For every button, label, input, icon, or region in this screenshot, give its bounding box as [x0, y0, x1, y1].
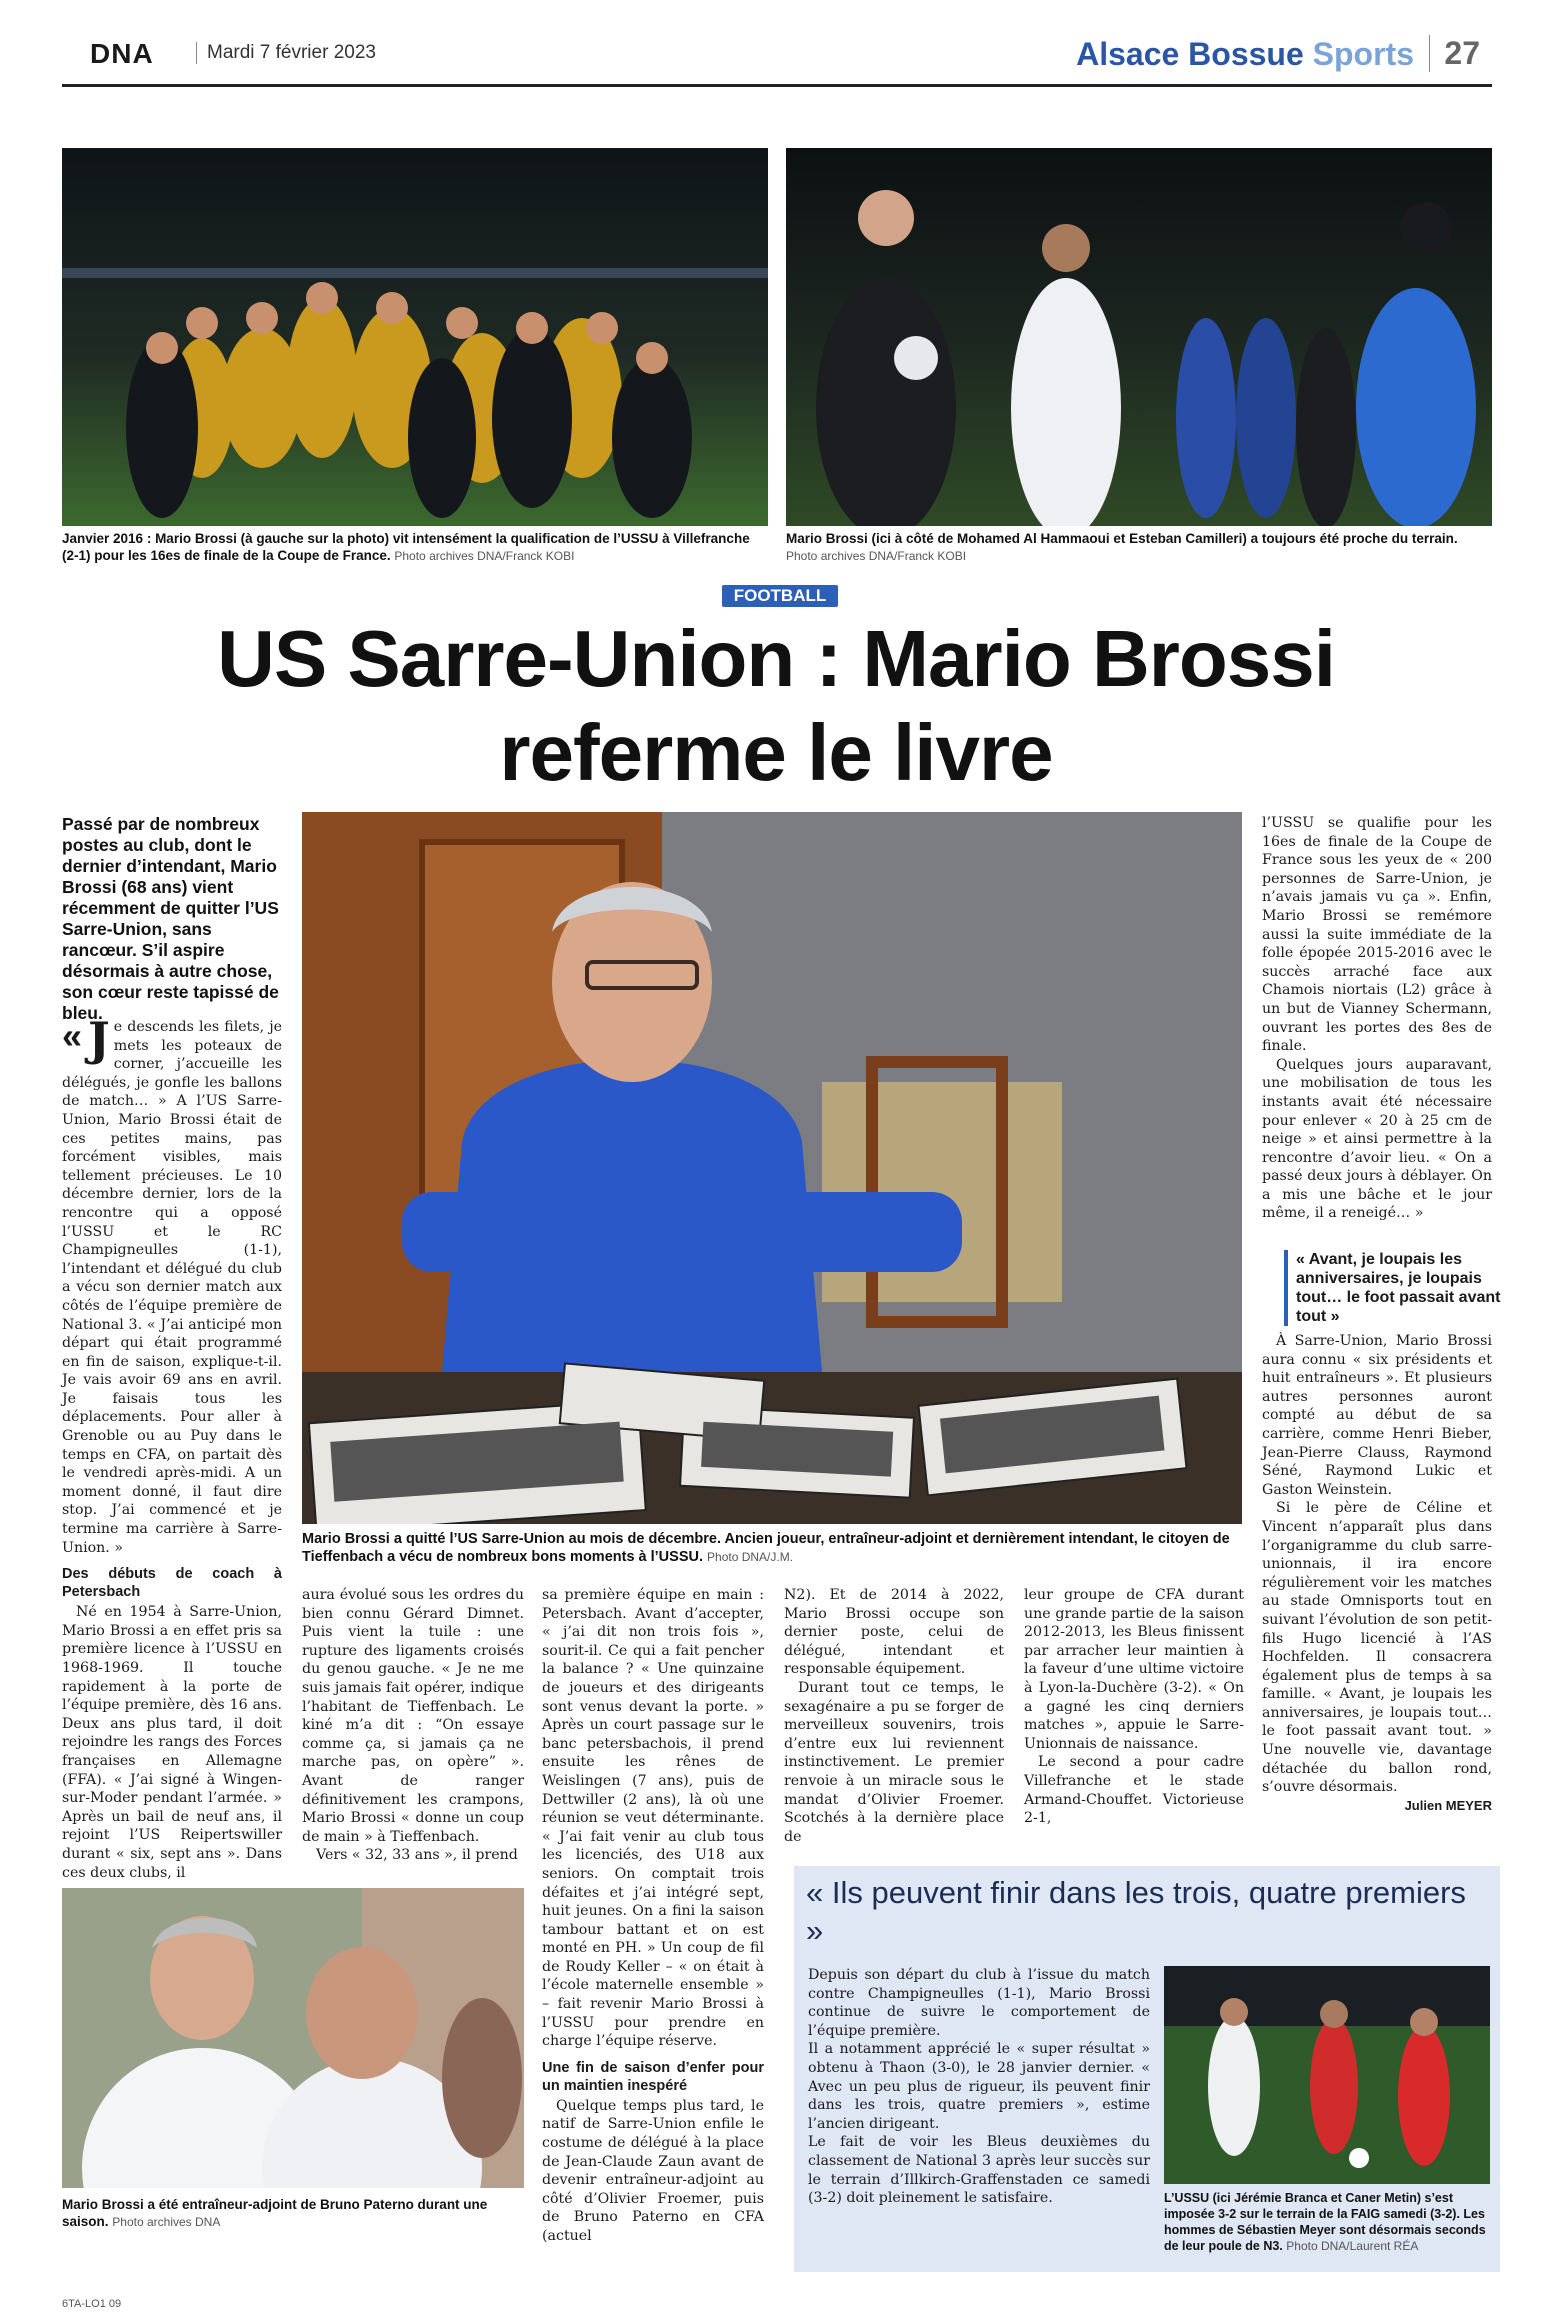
subheading-petersbach: Des débuts de coach à Petersbach	[62, 1566, 282, 1601]
drop-cap: J	[88, 1012, 110, 1066]
issue-date: Mardi 7 février 2023	[196, 42, 376, 64]
title-line-1: US Sarre-Union : Mario Brossi	[217, 614, 1335, 703]
section-title	[1076, 36, 1414, 73]
photo-caption-match	[1164, 2190, 1490, 2254]
photo-credit: Photo archives DNA	[112, 2215, 221, 2229]
subheading-fin-de-saison: Une fin de saison d’enfer pour un maintien inespéré	[542, 2059, 764, 2094]
photo-mario-portrait	[302, 812, 1242, 1524]
caption-text: Mario Brossi (ici à côté de Mohamed Al Hammaoui et Esteban Camilleri) a toujours été proche du terrain.	[786, 531, 1458, 546]
photo-caption-main	[302, 1530, 1242, 1566]
article-column-6-continued	[1262, 1332, 1492, 1815]
photo-caption-pitch	[786, 530, 1492, 565]
photo-credit: Photo archives DNA/Franck KOBI	[394, 549, 575, 563]
page-code: 6TA-LO1 09	[62, 2298, 122, 2310]
author-signature: Julien MEYER	[1404, 1797, 1492, 1813]
paragraph: e descends les filets, je mets les poteaux de corner, j’accueille les délégués, je gonfle les ballons de match… » A l’US Sarre-Union, Mario Brossi était de ces petites mains, pas forcément visibles, mais tellement précieuses. Le 10 décembre dernier, lors de la rencontre qui a opposé l’USSU et le RC Champigneulles (1-1), l’intendant et délégué du club a vécu son dernier match aux côtés de l’équipe première de National 3. « J’ai anticipé mon départ qui était programmé en fin de saison, explique-t-il. Je vais avoir 69 ans en avril. Je faisais tous les déplacements. Pour aller à Grenoble ou au Puy dans le temps en CFA, on partait dès le vendredi après-midi. A un moment donné, il faut dire stop. J’ai commencé et je termine ma carrière à Sarre-Union. »	[62, 1019, 282, 1556]
paragraph: Si le père de Céline et Vincent n’apparaît plus dans l’organigramme du club sarre-unionnais, il ira encore régulièrement voir les matches au stade Omnisports tout en suivant l’évolution de son petit-fils Hugo licencié à l’AS Hochfelden. Il consacrera également plus de temps à sa famille. « Avant, je loupais les anniversaires, je loupais tout… le foot passait avant tout. » Une nouvelle vie, davantage détachée du ballon rond, s’ouvre désormais.	[1262, 1500, 1492, 1796]
paragraph: Le second a pour cadre Villefranche et le stade Armand-Chouffet. Victorieuse 2-1,	[1024, 1754, 1244, 1827]
article-column-4	[784, 1586, 1004, 1846]
photo-caption-celebration	[62, 530, 768, 565]
paragraph: À Sarre-Union, Mario Brossi aura connu « six présidents et huit entraîneurs ». Et plusieurs autres personnes auront compté au début de sa carrière, comme Henri Bieber, Jean-Pierre Clauss, Raymond Séné, Raymond Lukic et Gaston Weinstein.	[1262, 1333, 1492, 1498]
section-sport: Sports	[1312, 36, 1414, 72]
paragraph: sa première équipe en main : Petersbach. Avant d’accepter, « j’ai dit non trois fois », sourit-il. Ce qui a fait pencher la balance ? « Une quinzaine de joueurs et des dirigeants sont venus devant la porte. » Après un court passage sur le banc petersbachois, il prend ensuite les rênes de Weislingen (7 ans), puis de Dettwiller (2 ans), là où une réunion se veut déterminante. « J’ai fait venir au club tous les licenciés, des U18 aux seniors. On comptait trois défaites et j’ai intégré sept, huit jeunes. On a fini la saison tambour battant et on est monté en PH. » Un coup de fil de Roudy Keller – « on était à l’école maternelle ensemble » – fait revenir Mario Brossi à l’USSU pour prendre en charge l’équipe réserve.	[542, 1587, 764, 2050]
box-title: « Ils peuvent finir dans les trois, quatre premiers »	[806, 1875, 1466, 1948]
photo-match-action	[1164, 1966, 1490, 2184]
paragraph: Quelques jours auparavant, une mobilisation de tous les instants avait été nécessaire pour enlever « 20 à 25 cm de neige » et ainsi permettre à la rencontre d’avoir lieu. « On a passé deux jours à déblayer. On a mis une bâche et le jour même, il a reneigé… »	[1262, 1056, 1492, 1222]
paragraph: Durant tout ce temps, le sexagénaire a pu se forger de merveilleux souvenirs, trois d’entre eux lui reviennent instinctivement. Le premier renvoie à un miracle sous le mandat d’Olivier Froemer. Scotchés à la dernière place de	[784, 1679, 1004, 1845]
paragraph: Le fait de voir les Bleus deuxièmes du classement de National 3 après leur succès sur le terrain d’Illkirch-Graffenstaden ce samedi (3-2) doit pleinement le satisfaire.	[808, 2134, 1150, 2207]
article-column-2	[302, 1586, 524, 1865]
caption-text: Mario Brossi a été entraîneur-adjoint de Bruno Paterno durant une saison.	[62, 2197, 488, 2229]
photo-team-celebration	[62, 148, 768, 526]
article-column-6	[1262, 814, 1492, 1223]
article-column-1	[62, 1012, 282, 1882]
box-text	[808, 1966, 1150, 2208]
paragraph: aura évolué sous les ordres du bien connu Gérard Dimnet. Puis vient la tuile : une rupture des ligaments croisés du genou gauche. « Je ne me suis jamais fait opérer, indique l’habitant de Tieffenbach. Le kiné m’a dit : “On essaye comme ça, si jamais ça ne marche pas, on opère” ». Avant de ranger définitivement les crampons, Mario Brossi « donne un coup de main » à Tieffenbach.	[302, 1587, 524, 1845]
paragraph: Il a notamment apprécié le « super résultat » obtenu à Thaon (3-0), le 28 janvier dernier. « Avec un peu plus de rigueur, ils peuvent finir dans les trois, quatre premiers », estime l’ancien dirigeant.	[808, 2041, 1150, 2132]
photo-credit: Photo DNA/Laurent RÉA	[1286, 2239, 1419, 2253]
paragraph: l’USSU se qualifie pour les 16es de finale de la Coupe de France sous les yeux de « 200 personnes de Sarre-Union, je n’avais jamais vu ça ». Enfin, Mario Brossi se remémore aussi la suite immédiate de la folle épopée 2015-2016 avec le succès arraché face aux Chamois niortais (L2) grâce à un but de Vianney Schermann, ouvrant les portes des 8es de finale.	[1262, 815, 1492, 1055]
photo-mario-and-paterno	[62, 1888, 524, 2188]
title-line-2: referme le livre	[499, 708, 1053, 797]
article-title	[120, 612, 1432, 800]
paragraph: Depuis son départ du club à l’issue du match contre Champigneulles (1-1), Mario Brossi continue de suivre le comportement de l’équipe première.	[808, 1967, 1150, 2039]
paragraph: N2). Et de 2014 à 2022, Mario Brossi occupe son dernier poste, celui de délégué, intendant et responsable équipement.	[784, 1587, 1004, 1678]
caption-text: L’USSU (ici Jérémie Branca et Caner Metin) s’est imposée 3-2 sur le terrain de la FAIG samedi (3-2). Les hommes de Sébastien Meyer sont désormais seconds de leur poule de N3.	[1164, 2191, 1486, 2253]
kicker-football: FOOTBALL	[722, 585, 838, 607]
caption-text: Mario Brossi a quitté l’US Sarre-Union au mois de décembre. Ancien joueur, entraîneur-adjoint et dernièrement intendant, le citoyen de Tieffenbach a vécu de nombreux bons moments à l’USSU.	[302, 1531, 1230, 1565]
caption-text: Janvier 2016 : Mario Brossi (à gauche sur la photo) vit intensément la qualification de l’USSU à Villefranche (2-1) pour les 16es de finale de la Coupe de France.	[62, 531, 750, 563]
article-column-3	[542, 1586, 764, 2246]
photo-caption-paterno	[62, 2196, 524, 2231]
pull-quote: « Avant, je loupais les anniversaires, je loupais tout… le foot passait avant tout »	[1284, 1250, 1516, 1326]
paragraph: leur groupe de CFA durant une grande partie de la saison 2012-2013, les Bleus finissent par arracher leur maintien à la faveur d’une ultime victoire à Lyon-la-Duchère (3-2). « On a gagné les cinq derniers matches », appuie le Sarre-Unionnais de naissance.	[1024, 1587, 1244, 1752]
page-header	[62, 30, 1492, 87]
paragraph: Né en 1954 à Sarre-Union, Mario Brossi a en effet pris sa première licence à l’USSU en 1968-1969. Il touche rapidement à la porte de l’équipe première, dès 16 ans. Deux ans plus tard, il doit rejoindre les rangs des Forces françaises en Allemagne (FFA). « J’ai signé à Wingen-sur-Moder pendant l’armée. » Après un bail de neuf ans, il rejoint l’US Reipertswiller durant « six, sept ans ». Dans ces deux clubs, il	[62, 1604, 282, 1881]
newspaper-logo: DNA	[90, 38, 154, 69]
photo-mario-on-pitch	[786, 148, 1492, 526]
photo-credit: Photo DNA/J.M.	[707, 1550, 794, 1564]
page-number: 27	[1429, 35, 1480, 72]
paragraph: Vers « 32, 33 ans », il prend	[316, 1847, 518, 1864]
opening-quote-mark: «	[62, 1015, 83, 1056]
section-main: Alsace Bossue	[1076, 36, 1304, 72]
photo-credit: Photo archives DNA/Franck KOBI	[786, 549, 967, 563]
article-column-5	[1024, 1586, 1244, 1828]
article-lead: Passé par de nombreux postes au club, dont le dernier d’intendant, Mario Brossi (68 ans) vient récemment de quitter l’US Sarre-Union, sans rancœur. S’il aspire désormais à autre chose, son cœur reste tapissé de bleu.	[62, 814, 279, 1023]
paragraph: Quelque temps plus tard, le natif de Sarre-Union enfile le costume de délégué à la place de Jean-Claude Zaun avant de devenir entraîneur-adjoint au côté d’Olivier Froemer, puis de Bruno Paterno en CFA (actuel	[542, 2097, 764, 2244]
